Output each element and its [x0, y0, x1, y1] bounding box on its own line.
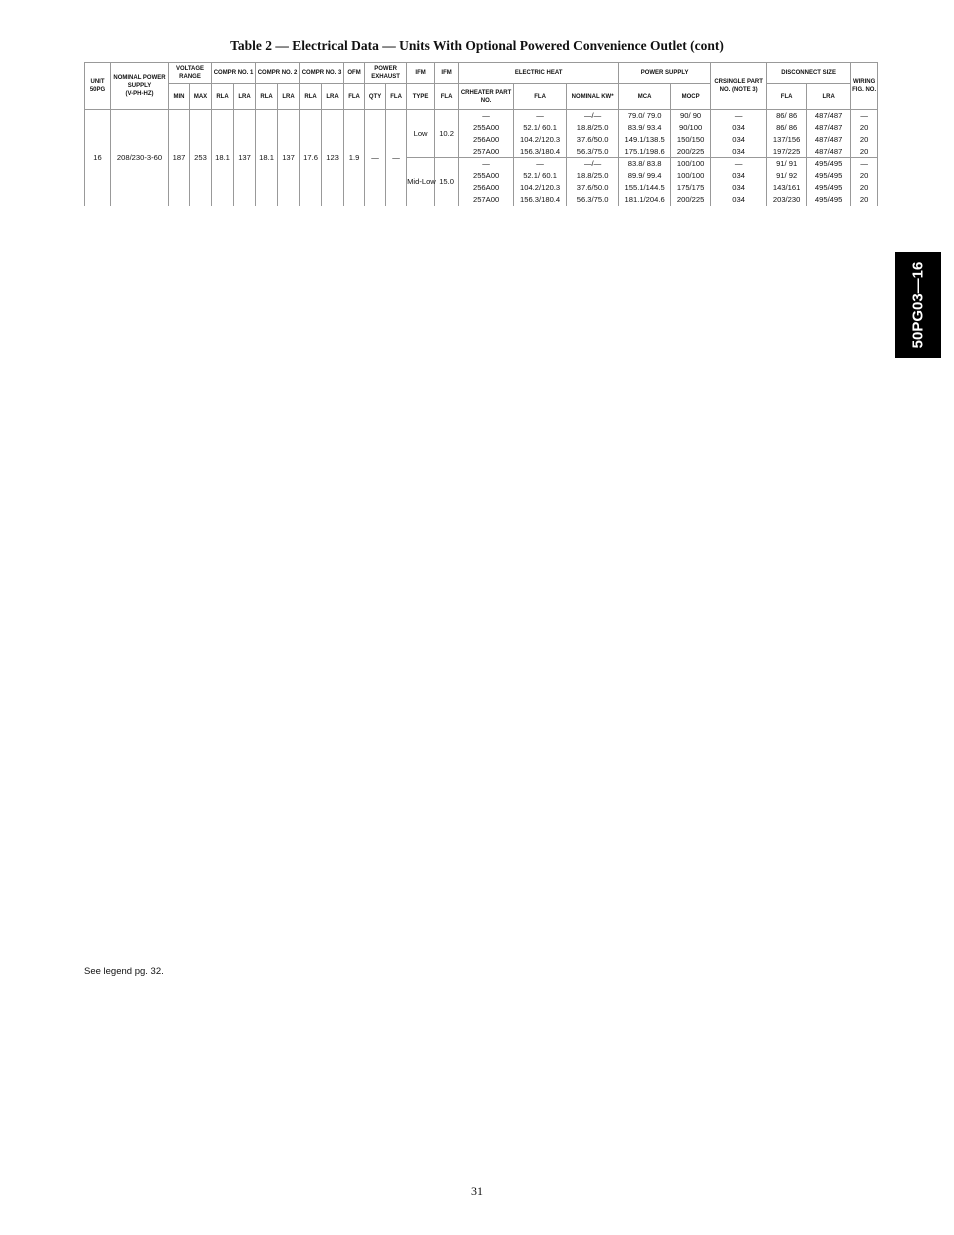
section-c2-rla: 18.1: [256, 110, 278, 206]
wiring-fig: 20: [851, 170, 878, 182]
section-max: 253: [190, 110, 212, 206]
crsingle-part: 034: [711, 194, 767, 206]
mocp: 100/100: [671, 170, 711, 182]
header-nominal-power: [111, 63, 169, 110]
section-c3-rla: 17.6: [300, 110, 322, 206]
header-wiring: WIRING FIG. NO.: [851, 63, 878, 110]
heater-kw: 18.8/25.0: [567, 170, 619, 182]
header-ifm-fla: FLA: [435, 84, 459, 110]
header-electric-heat: ELECTRIC HEAT: [459, 63, 619, 84]
page-title: Table 2 — Electrical Data — Units With Optional Powered Convenience Outlet (cont): [230, 38, 724, 53]
page-number: 31: [471, 1184, 483, 1198]
section-power-supply: 208/230-3-60: [111, 110, 169, 206]
header-ofm: OFM: [344, 63, 365, 84]
header-unit: UNIT 50PG: [85, 63, 111, 110]
header-crsingle: CRSINGLE PART NO. (NOTE 3): [711, 63, 767, 110]
header-power-supply: POWER SUPPLY: [619, 63, 711, 84]
disconnect-fla: 203/230: [767, 194, 807, 206]
wiring-fig: —: [851, 110, 878, 122]
disconnect-fla: 91/ 91: [767, 158, 807, 170]
header-crheater-part: CRHEATER PART NO.: [459, 84, 514, 110]
heater-kw: —/—: [567, 110, 619, 122]
header-heat-fla: FLA: [514, 84, 567, 110]
heater-kw: 56.3/75.0: [567, 194, 619, 206]
mocp: 200/225: [671, 194, 711, 206]
header-c3-lra: LRA: [322, 84, 344, 110]
header-c1-lra: LRA: [234, 84, 256, 110]
ifm-type: Low: [407, 110, 435, 158]
header-compr-2: COMPR NO. 2: [256, 63, 300, 84]
mocp: 150/150: [671, 134, 711, 146]
mocp: 100/100: [671, 158, 711, 170]
mca: 181.1/204.6: [619, 194, 671, 206]
disconnect-lra: 487/487: [807, 110, 851, 122]
mca: 155.1/144.5: [619, 182, 671, 194]
header-c1-rla: RLA: [212, 84, 234, 110]
disconnect-fla: 86/ 86: [767, 122, 807, 134]
electrical-data-table: [84, 62, 878, 206]
header-ofm-fla: FLA: [344, 84, 365, 110]
heater-kw: 37.6/50.0: [567, 134, 619, 146]
mca: 83.9/ 93.4: [619, 122, 671, 134]
header-vphhz: (V-PH-HZ): [125, 91, 154, 97]
header-power-exhaust: POWER EXHAUST: [365, 63, 407, 84]
header-min: MIN: [169, 84, 190, 110]
header-compr-3: COMPR NO. 3: [300, 63, 344, 84]
header-pe-fla: FLA: [386, 84, 407, 110]
crsingle-part: 034: [711, 134, 767, 146]
header-c2-lra: LRA: [278, 84, 300, 110]
heater-part: 257A00: [459, 146, 514, 158]
header-mocp: MOCP: [671, 84, 711, 110]
header-c3-rla: RLA: [300, 84, 322, 110]
mca: 149.1/138.5: [619, 134, 671, 146]
crsingle-part: 034: [711, 122, 767, 134]
section-c1-rla: 18.1: [212, 110, 234, 206]
heater-fla: 104.2/120.3: [514, 134, 567, 146]
section-c3-lra: 123: [322, 110, 344, 206]
heater-fla: 104.2/120.3: [514, 182, 567, 194]
wiring-fig: —: [851, 158, 878, 170]
disconnect-lra: 495/495: [807, 170, 851, 182]
disconnect-fla: 197/225: [767, 146, 807, 158]
mocp: 90/100: [671, 122, 711, 134]
section-ofm-fla: 1.9: [344, 110, 365, 206]
header-disconnect-size: DISCONNECT SIZE: [767, 63, 851, 84]
header-c2-rla: RLA: [256, 84, 278, 110]
ifm-type: Mid-Low: [407, 158, 435, 206]
header-voltage-range: VOLTAGE RANGE: [169, 63, 212, 84]
crsingle-part: —: [711, 110, 767, 122]
header-nominal-power-supply: NOMINAL POWER SUPPLY: [113, 75, 166, 89]
disconnect-lra: 487/487: [807, 146, 851, 158]
mocp: 200/225: [671, 146, 711, 158]
mca: 79.0/ 79.0: [619, 110, 671, 122]
header-ifm-2: IFM: [435, 63, 459, 84]
section-pe-fla: —: [386, 110, 407, 206]
legend-note: See legend pg. 32.: [84, 966, 164, 977]
disconnect-fla: 86/ 86: [767, 110, 807, 122]
header-ifm: IFM: [407, 63, 435, 84]
heater-kw: 56.3/75.0: [567, 146, 619, 158]
header-compr-1: COMPR NO. 1: [212, 63, 256, 84]
heater-part: —: [459, 158, 514, 170]
heater-fla: —: [514, 158, 567, 170]
mca: 83.8/ 83.8: [619, 158, 671, 170]
mca: 89.9/ 99.4: [619, 170, 671, 182]
disconnect-lra: 495/495: [807, 158, 851, 170]
wiring-fig: 20: [851, 182, 878, 194]
heater-part: 255A00: [459, 170, 514, 182]
ifm-fla: 10.2: [435, 110, 459, 158]
section-pe-qty: —: [365, 110, 386, 206]
crsingle-part: 034: [711, 170, 767, 182]
section-c2-lra: 137: [278, 110, 300, 206]
header-disc-lra: LRA: [807, 84, 851, 110]
heater-part: 257A00: [459, 194, 514, 206]
wiring-fig: 20: [851, 146, 878, 158]
heater-part: 255A00: [459, 122, 514, 134]
header-ifm-type: TYPE: [407, 84, 435, 110]
heater-part: —: [459, 110, 514, 122]
crsingle-part: —: [711, 158, 767, 170]
header-disc-fla: FLA: [767, 84, 807, 110]
heater-kw: 18.8/25.0: [567, 122, 619, 134]
side-tab-label: 50PG03—16: [909, 261, 927, 349]
section-min: 187: [169, 110, 190, 206]
header-max: MAX: [190, 84, 212, 110]
crsingle-part: 034: [711, 146, 767, 158]
mocp: 175/175: [671, 182, 711, 194]
heater-part: 256A00: [459, 182, 514, 194]
heater-part: 256A00: [459, 134, 514, 146]
disconnect-lra: 487/487: [807, 122, 851, 134]
ifm-fla: 15.0: [435, 158, 459, 206]
disconnect-lra: 487/487: [807, 134, 851, 146]
disconnect-fla: 91/ 92: [767, 170, 807, 182]
wiring-fig: 20: [851, 194, 878, 206]
unit-value: 16: [85, 110, 111, 206]
disconnect-fla: 137/156: [767, 134, 807, 146]
disconnect-lra: 495/495: [807, 194, 851, 206]
header-mca: MCA: [619, 84, 671, 110]
crsingle-part: 034: [711, 182, 767, 194]
disconnect-lra: 495/495: [807, 182, 851, 194]
heater-fla: 52.1/ 60.1: [514, 170, 567, 182]
wiring-fig: 20: [851, 134, 878, 146]
heater-fla: 156.3/180.4: [514, 146, 567, 158]
side-tab: [895, 252, 941, 358]
heater-kw: 37.6/50.0: [567, 182, 619, 194]
disconnect-fla: 143/161: [767, 182, 807, 194]
mca: 175.1/198.6: [619, 146, 671, 158]
section-c1-lra: 137: [234, 110, 256, 206]
mocp: 90/ 90: [671, 110, 711, 122]
heater-kw: —/—: [567, 158, 619, 170]
header-pe-qty: QTY: [365, 84, 386, 110]
heater-fla: —: [514, 110, 567, 122]
heater-fla: 156.3/180.4: [514, 194, 567, 206]
header-nominal-kw: NOMINAL KW*: [567, 84, 619, 110]
heater-fla: 52.1/ 60.1: [514, 122, 567, 134]
wiring-fig: 20: [851, 122, 878, 134]
